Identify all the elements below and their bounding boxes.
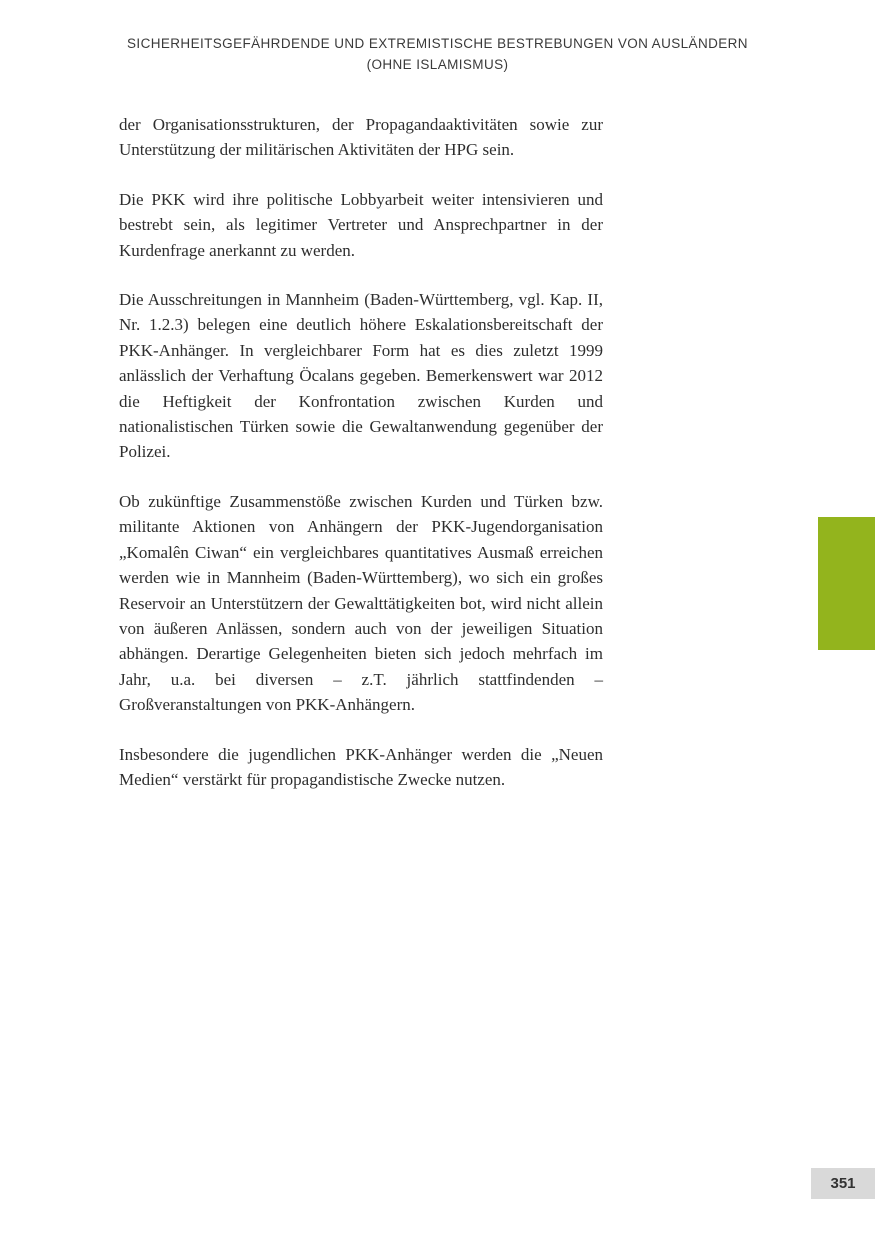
body-paragraph: Die Ausschreitungen in Mannheim (Baden-Württemberg, vgl. Kap. II, Nr. 1.2.3) belegen eine deutlich höhere Eskalationsbereitschaft der PKK-Anhänger. In vergleichbarer Form hat es dies zuletzt 1999 anlässlich der Verhaftung Öcalans gegeben. Bemerkenswert war 2012 die Heftigkeit der Konfrontation zwischen Kurden und nationalistischen Türken sowie die Gewaltanwendung gegenüber der Polizei. [119, 290, 603, 462]
header-line-1: SICHERHEITSGEFÄHRDENDE UND EXTREMISTISCHE BESTREBUNGEN VON AUSLÄNDERN [127, 36, 748, 51]
body-paragraph: Ob zukünftige Zusammenstöße zwischen Kurden und Türken bzw. militante Aktionen von Anhängern der PKK-Jugendorganisation „Komalên Ciwan“ ein vergleichbares quantitatives Ausmaß erreichen werden wie in Mannheim (Baden-Württemberg), wo sich ein großes Reservoir an Unterstützern der Gewalttätigkeiten bot, wird nicht allein von äußeren Anlässen, sondern auch von der jeweiligen Situation abhängen. Derartige Gelegenheiten bieten sich jedoch mehrfach im Jahr, u.a. bei diversen – z.T. jährlich stattfindenden – Großveranstaltungen von PKK-Anhängern. [119, 491, 603, 715]
body-text [119, 112, 603, 816]
header-line-2: (OHNE ISLAMISMUS) [366, 57, 509, 72]
page-header [50, 33, 825, 75]
body-paragraph: Insbesondere die jugendlichen PKK-Anhänger werden die „Neuen Medien“ verstärkt für propagandistische Zwecke nutzen. [119, 744, 603, 789]
section-marker-tab [818, 517, 875, 650]
body-paragraph: der Organisationsstrukturen, der Propagandaaktivitäten sowie zur Unterstützung der militärischen Aktivitäten der HPG sein. [119, 115, 603, 160]
body-paragraph: Die PKK wird ihre politische Lobbyarbeit weiter intensivieren und bestrebt sein, als legitimer Vertreter und Ansprechpartner in der Kurdenfrage anerkannt zu werden. [119, 189, 603, 260]
page-number: 351 [830, 1175, 856, 1192]
page-number-box [811, 1168, 875, 1199]
